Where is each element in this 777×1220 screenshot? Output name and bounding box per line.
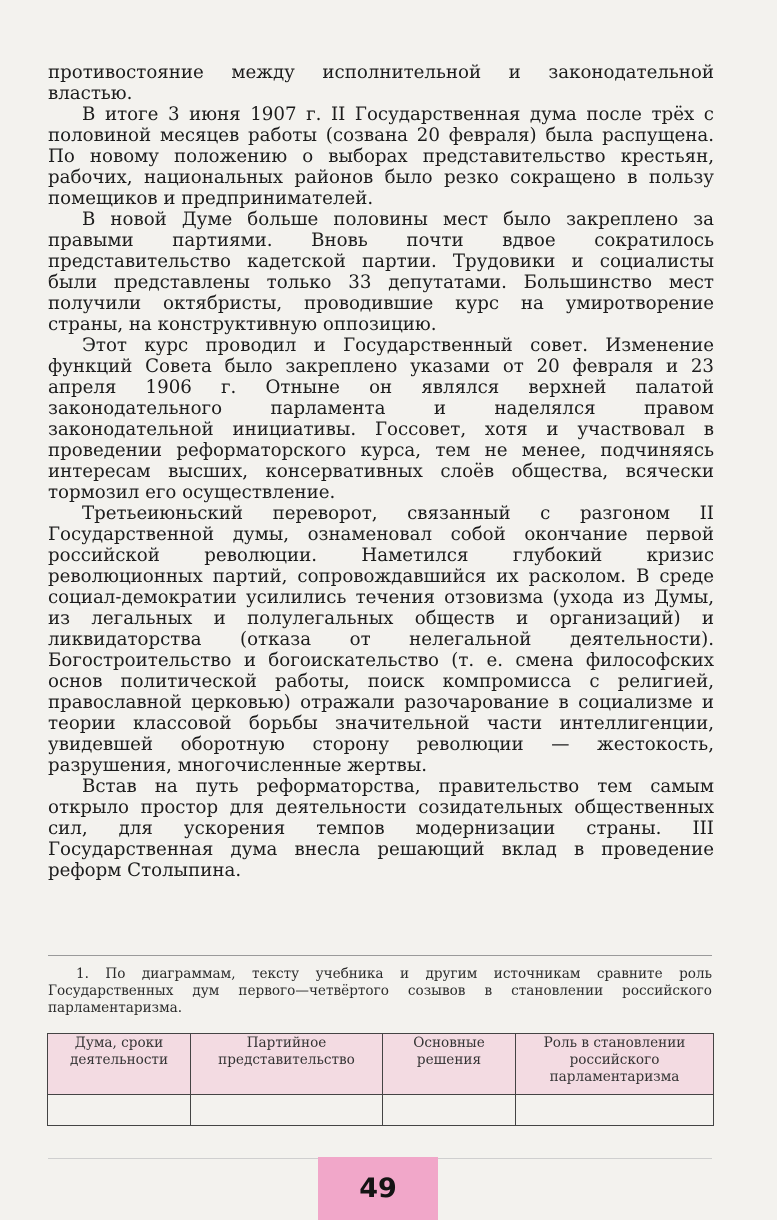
table-header-duma: Дума, сроки деятельности — [48, 1034, 191, 1095]
paragraph-3: В новой Думе больше половины мест было закреплено за правыми партиями. Вновь почти вдвое сократилось представительство кадетской партии. Трудовики и социалисты были представлены только 33 депутатами. Большинство мест получили октябристы, проводившие курс на умиротворение страны, на конструктивную оппозицию. — [48, 209, 714, 335]
table-header-row — [48, 1034, 714, 1095]
comparison-table — [47, 1033, 714, 1126]
table-header-party: Партийное представительство — [191, 1034, 383, 1095]
table-cell — [48, 1095, 191, 1126]
page-number: 49 — [318, 1157, 438, 1220]
main-text — [48, 62, 714, 881]
table-cell — [383, 1095, 516, 1126]
paragraph-5: Третьеиюньский переворот, связанный с разгоном II Государственной думы, ознаменовал собой окончание первой российской революции. Наметился глубокий кризис революционных партий, сопровождавшийся их расколом. В среде социал-демократии усилились течения отзовизма (ухода из Думы, из легальных и полулегальных обществ и организаций) и ликвидаторства (отказа от нелегальной деятельности). Богостроительство и богоискательство (т. е. смена философских основ политической работы, поиск компромисса с религией, православной церковью) отражали разочарование в социализме и теории классовой борьбы значительной части интеллигенции, увидевшей оборотную сторону революции — жестокость, разрушения, многочисленные жертвы. — [48, 503, 714, 776]
paragraph-1: противостояние между исполнительной и законодательной властью. — [48, 62, 714, 104]
paragraph-2: В итоге 3 июня 1907 г. II Государственная дума после трёх с половиной месяцев работы (созвана 20 февраля) была распущена. По новому положению о выборах представительство крестьян, рабочих, национальных районов было резко сокращено в пользу помещиков и предпринимателей. — [48, 104, 714, 209]
assignment-text: 1. По диаграммам, тексту учебника и другим источникам сравните роль Государственных дум первого—четвёртого созывов в становлении российского парламентаризма. — [48, 966, 712, 1016]
table-cell — [191, 1095, 383, 1126]
paragraph-4: Этот курс проводил и Государственный совет. Изменение функций Совета было закреплено указами от 20 февраля и 23 апреля 1906 г. Отныне он являлся верхней палатой законодательного парламента и наделялся правом законодательной инициативы. Госсовет, хотя и участвовал в проведении реформаторского курса, тем не менее, подчиняясь интересам высших, консервативных слоёв общества, всячески тормозил его осуществление. — [48, 335, 714, 503]
table-header-role: Роль в становлении российского парламентаризма — [516, 1034, 714, 1095]
table-row — [48, 1095, 714, 1126]
table-header-decisions: Основные решения — [383, 1034, 516, 1095]
table-cell — [516, 1095, 714, 1126]
section-divider — [48, 955, 712, 956]
paragraph-6: Встав на путь реформаторства, правительство тем самым открыло простор для деятельности созидательных общественных сил, для ускорения темпов модернизации страны. III Государственная дума внесла решающий вклад в проведение реформ Столыпина. — [48, 776, 714, 881]
